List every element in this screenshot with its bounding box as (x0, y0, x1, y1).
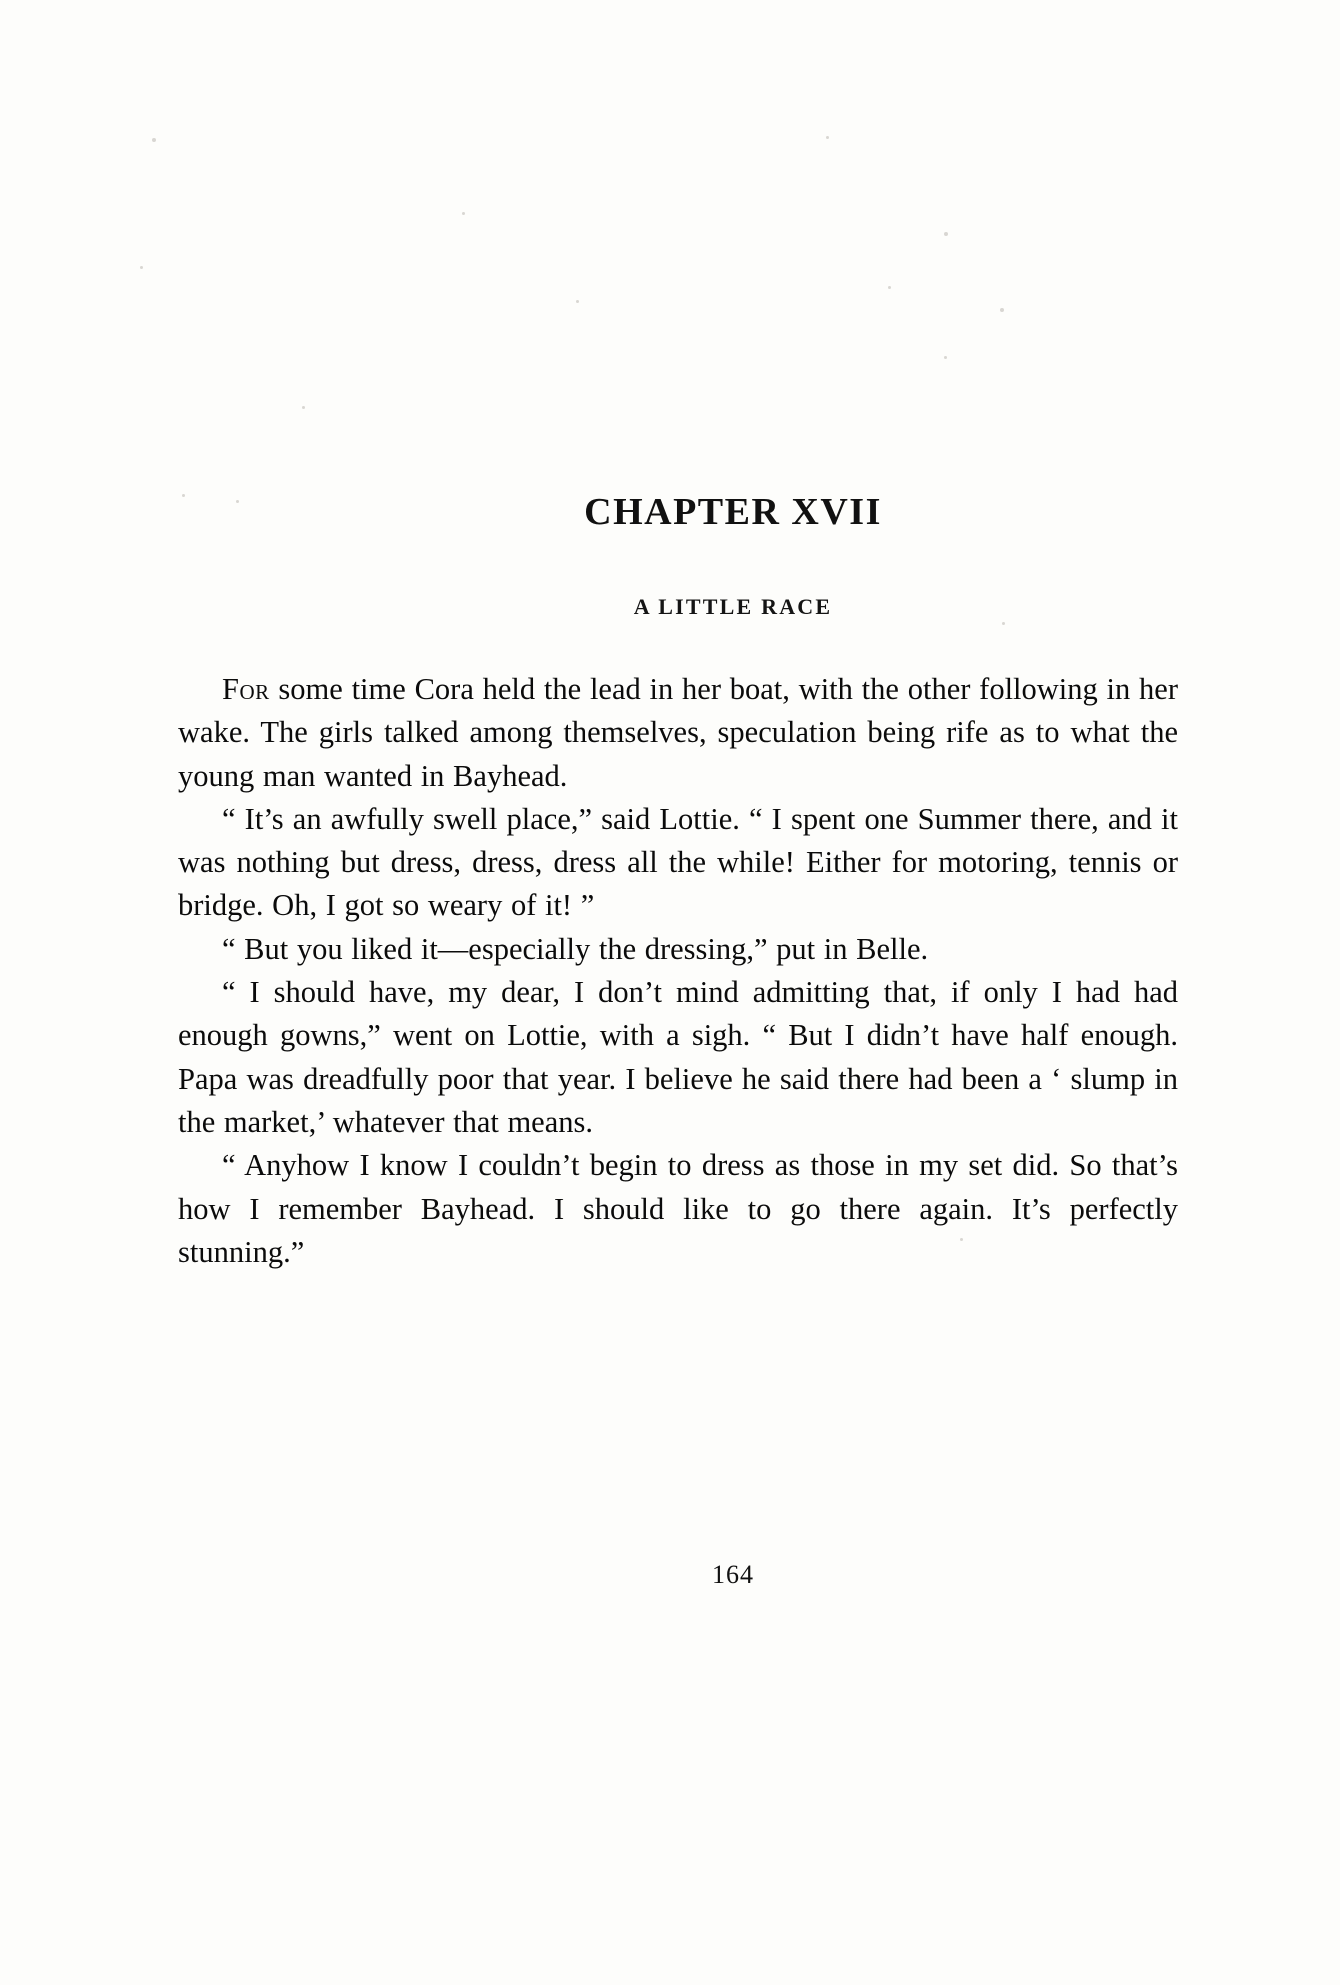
paragraph: “ It’s an awfully swell place,” said Lottie. “ I spent one Summer there, and it was nothing but dress, dress, dress all the while! Either for motoring, tennis or bridge. Oh, I got so weary of it! ” (178, 801, 1178, 923)
page-content (178, 150, 1288, 1850)
scan-speck (152, 138, 156, 142)
page-number: 164 (712, 1560, 754, 1589)
chapter-subtitle: A LITTLE RACE (633, 594, 833, 619)
paragraph: “ But you liked it—especially the dressing,” put in Belle. (222, 931, 929, 966)
paragraph (178, 668, 1178, 798)
paragraph-text: some time Cora held the lead in her boat, with the other following in her wake. The girls talked among themselves, speculation being rife as to what the young man wanted in Bayhead. (178, 672, 1178, 793)
scan-speck (140, 266, 143, 269)
chapter-heading: CHAPTER XVII (584, 491, 882, 533)
scan-speck (826, 136, 829, 139)
paragraph: “ Anyhow I know I couldn’t begin to dress as those in my set did. So that’s how I remember Bayhead. I should like to go there again. It’s perfectly stunning.” (178, 1148, 1178, 1269)
drop-cap-word: For (222, 672, 270, 706)
body-text (178, 668, 1178, 1274)
paragraph: “ I should have, my dear, I don’t mind admitting that, if only I had had enough gowns,” went on Lottie, with a sigh. “ But I didn’t have half enough. Papa was dreadfully poor that year. I believe he said there had been a ‘ slump in the market,’ whatever that means. (178, 975, 1178, 1139)
